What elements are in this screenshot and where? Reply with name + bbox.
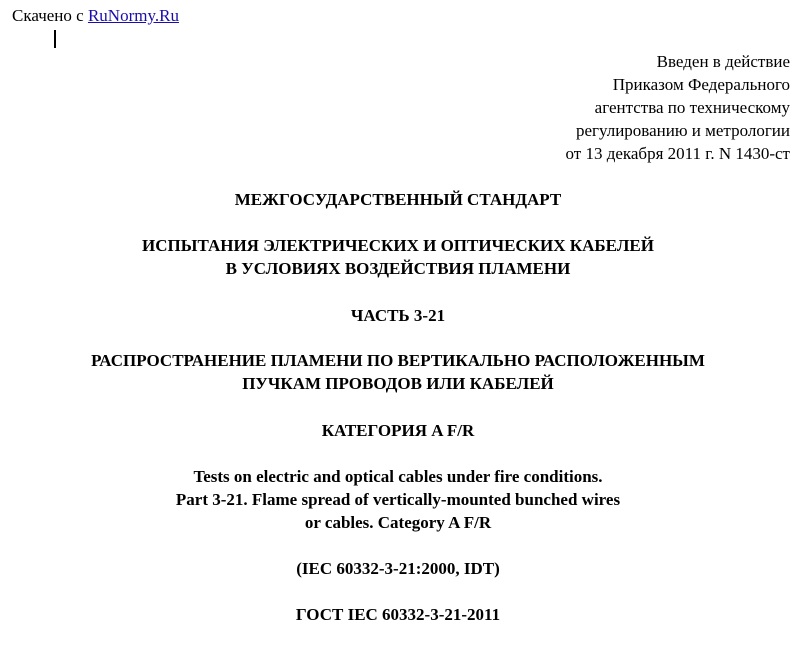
english-title-block (0, 465, 796, 534)
iec-reference-heading (0, 557, 796, 580)
english-title-line: Tests on electric and optical cables under fire conditions. (193, 467, 603, 486)
approval-block (565, 50, 790, 165)
title-line: В УСЛОВИЯХ ВОЗДЕЙСТВИЯ ПЛАМЕНИ (225, 259, 571, 278)
text-cursor (54, 30, 56, 48)
download-source-line (12, 6, 179, 26)
subtitle-line: ПУЧКАМ ПРОВОДОВ ИЛИ КАБЕЛЕЙ (242, 374, 554, 393)
title-heading (0, 234, 796, 280)
subtitle-line: РАСПРОСТРАНЕНИЕ ПЛАМЕНИ ПО ВЕРТИКАЛЬНО РАСПОЛОЖЕННЫМ (91, 351, 705, 370)
english-title-line: Part 3-21. Flame spread of vertically-mounted bunched wires (175, 490, 621, 509)
approval-line: от 13 декабря 2011 г. N 1430-ст (565, 144, 790, 163)
approval-line: агентства по техническому (594, 98, 790, 117)
part-heading (0, 304, 796, 327)
standard-type: МЕЖГОСУДАРСТВЕННЫЙ СТАНДАРТ (234, 190, 562, 209)
iec-reference: (IEC 60332-3-21:2000, IDT) (296, 559, 500, 578)
category: КАТЕГОРИЯ A F/R (321, 421, 475, 440)
approval-line: регулированию и метрологии (575, 121, 790, 140)
approval-line: Приказом Федерального (612, 75, 790, 94)
gost-number-heading (0, 603, 796, 626)
title-line: ИСПЫТАНИЯ ЭЛЕКТРИЧЕСКИХ И ОПТИЧЕСКИХ КАБЕЛЕЙ (142, 236, 654, 255)
gost-number: ГОСТ IEC 60332-3-21-2011 (295, 605, 501, 624)
standard-type-heading (0, 188, 796, 211)
part-number: ЧАСТЬ 3-21 (350, 306, 446, 325)
runormy-link[interactable]: RuNormy.Ru (87, 6, 179, 25)
subtitle-heading (0, 349, 796, 395)
download-source-prefix: Скачено с (12, 6, 88, 25)
english-title-line: or cables. Category A F/R (304, 513, 492, 532)
approval-line: Введен в действие (656, 52, 790, 71)
category-heading (0, 419, 796, 442)
